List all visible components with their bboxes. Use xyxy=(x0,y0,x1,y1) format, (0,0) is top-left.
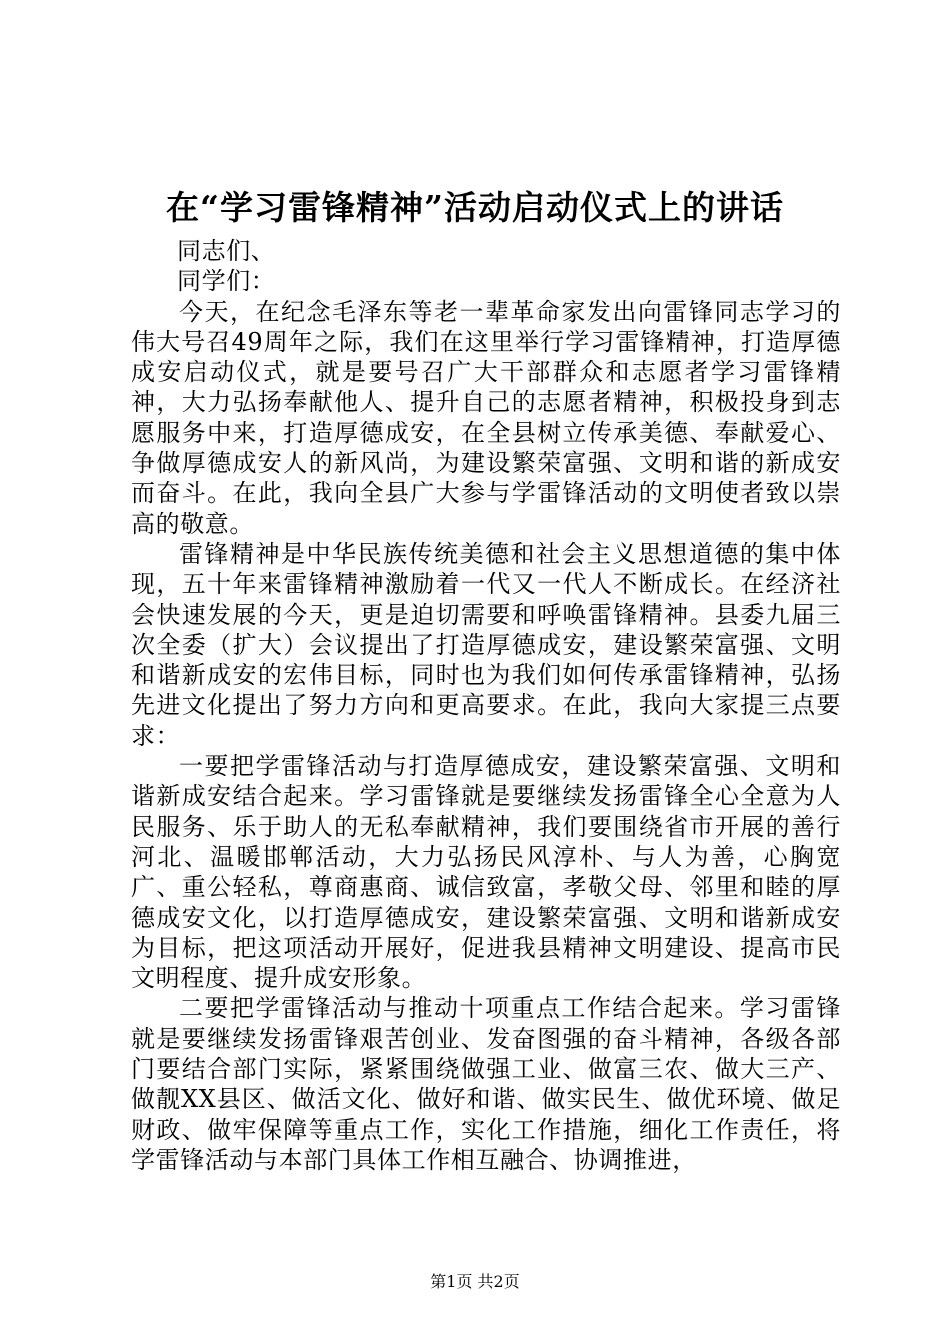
page-number-footer: 第1页 共2页 xyxy=(430,1272,520,1291)
paragraph-4: 二要把学雷锋活动与推动十项重点工作结合起来。学习雷锋就是要继续发扬雷锋艰苦创业、发奋图强的奋斗精神，各级各部门要结合部门实际，紧紧围绕做强工业、做富三农、做大三产、做靓XX县区、做活文化、做好和谐、做实民生、做优环境、做足财政、做牢保障等重点工作，实化工作措施，细化工作责任，将学雷锋活动与本部门具体工作相互融合、协调推进， xyxy=(131,994,841,1174)
salutation-comrades: 同志们、 xyxy=(177,237,276,265)
paragraph-2: 雷锋精神是中华民族传统美德和社会主义思想道德的集中体现，五十年来雷锋精神激励着一代又一代人不断成长。在经济社会快速发展的今天，更是迫切需要和呼唤雷锋精神。县委九届三次全委（扩大）会议提出了打造厚德成安，建设繁荣富强、文明和谐新成安的宏伟目标，同时也为我们如何传承雷锋精神，弘扬先进文化提出了努力方向和更高要求。在此，我向大家提三点要求： xyxy=(131,539,841,750)
paragraph-3: 一要把学雷锋活动与打造厚德成安，建设繁荣富强、文明和谐新成安结合起来。学习雷锋就是要继续发扬雷锋全心全意为人民服务、乐于助人的无私奉献精神，我们要围绕省市开展的善行河北、温暖邯郸活动，大力弘扬民风淳朴、与人为善，心胸宽广、重公轻私，尊商惠商、诚信致富，孝敬父母、邻里和睦的厚德成安文化，以打造厚德成安，建设繁荣富强、文明和谐新成安为目标，把这项活动开展好，促进我县精神文明建设、提高市民文明程度、提升成安形象。 xyxy=(131,752,841,993)
paragraph-1: 今天，在纪念毛泽东等老一辈革命家发出向雷锋同志学习的伟大号召49周年之际，我们在这里举行学习雷锋精神，打造厚德成安启动仪式，就是要号召广大干部群众和志愿者学习雷锋精神，大力弘扬奉献他人、提升自己的志愿者精神，积极投身到志愿服务中来，打造厚德成安，在全县树立传承美德、奉献爱心、争做厚德成安人的新风尚，为建设繁荣富强、文明和谐的新成安而奋斗。在此，我向全县广大参与学雷锋活动的文明使者致以崇高的敬意。 xyxy=(131,297,841,538)
document-title: 在“学习雷锋精神”活动启动仪式上的讲话 xyxy=(166,188,784,227)
salutation-students: 同学们： xyxy=(177,267,276,296)
document-body xyxy=(131,236,841,1175)
